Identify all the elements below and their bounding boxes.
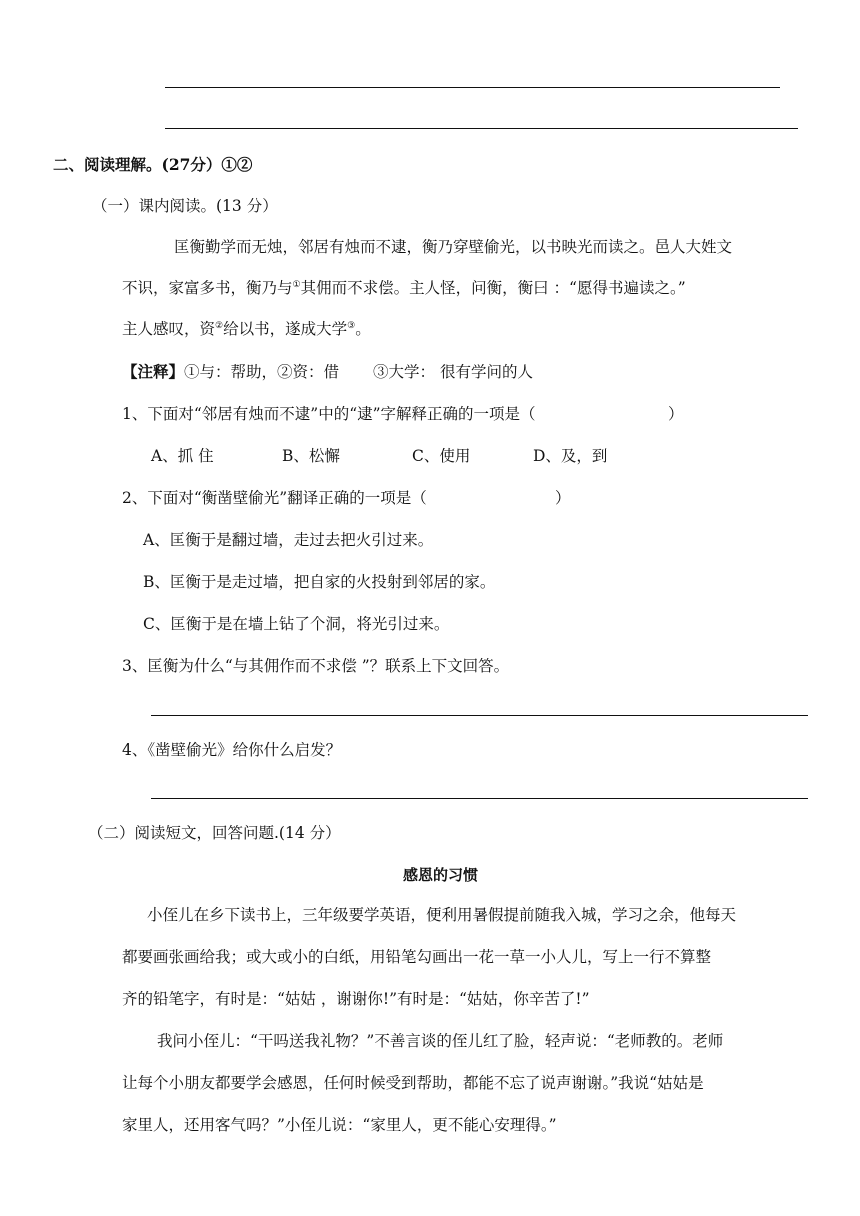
footnote-mark: ①	[292, 279, 301, 290]
option: D、及，到	[533, 447, 608, 465]
option: A、抓 住	[151, 447, 214, 465]
article-line: 都要画张画给我；或大或小的白纸，用铅笔勾画出一花一草一小人儿，写上一行不算整	[122, 948, 712, 966]
option: B、松懈	[282, 447, 340, 465]
question-4: 4、《凿壁偷光》给你什么启发？	[122, 741, 342, 759]
passage-line-1: 匡衡勤学而无烛，邻居有烛而不逮，衡乃穿壁偷光，以书映光而读之。邑人大姓文	[174, 238, 733, 256]
answer-line[interactable]	[165, 87, 780, 88]
part2-heading: （二）阅读短文，回答问题.(14 分）	[88, 824, 341, 842]
article-line: 小侄儿在乡下读书上，三年级要学英语，便利用暑假提前随我入城，学习之余，他每天	[147, 906, 737, 924]
passage-text: 其佣而不求偿。主人怪，问衡，衡曰 ：“愿得书遍读之。”	[300, 279, 686, 297]
option: C、使用	[412, 447, 471, 465]
answer-line[interactable]	[151, 715, 808, 716]
option: B、匡衡于是走过墙，把自家的火投射到邻居的家。	[143, 573, 496, 591]
footnote-mark: ③	[347, 320, 356, 331]
answer-bracket-close: ）	[555, 489, 571, 507]
answer-line[interactable]	[165, 128, 798, 129]
footnote-mark: ②	[215, 320, 224, 331]
article-line: 齐的铅笔字，有时是：“姑姑 ，谢谢你!”有时是：“姑姑，你辛苦了!”	[122, 990, 590, 1008]
annotation-line	[122, 362, 533, 382]
option: C、匡衡于是在墙上钻了个洞，将光引过来。	[143, 615, 450, 633]
passage-line-2	[122, 278, 686, 298]
passage-text: 主人感叹，资	[122, 320, 216, 338]
article-line: 我问小侄儿：“干吗送我礼物？”不善言谈的侄儿红了脸，轻声说：“老师教的。老师	[157, 1032, 724, 1050]
answer-bracket-close: ）	[668, 405, 684, 423]
question-3: 3、匡衡为什么“与其佣作而不求偿 ”？联系上下文回答。	[122, 657, 510, 675]
part1-heading: （一）课内阅读。(13 分）	[92, 197, 278, 215]
answer-line[interactable]	[151, 798, 808, 799]
article-title: 感恩的习惯	[403, 866, 479, 884]
passage-text: 不识，家富多书，衡乃与	[122, 279, 293, 297]
article-line: 家里人，还用客气吗？”小侄儿说：“家里人，更不能心安理得。”	[122, 1116, 557, 1134]
annotation-label: 【注释】	[122, 362, 185, 381]
annotation-note: ③大学： 很有学问的人	[373, 363, 533, 381]
question-1: 1、下面对“邻居有烛而不逮”中的“逮”字解释正确的一项是（	[122, 405, 536, 423]
article-line: 让每个小朋友都要学会感恩，任何时候受到帮助，都能不忘了说声谢谢。”我说“姑姑是	[122, 1074, 704, 1092]
passage-line-3	[122, 319, 371, 339]
passage-text: 。	[355, 320, 371, 338]
passage-text: 给以书，遂成大学	[223, 320, 348, 338]
annotation-note: ①与：帮助，②资：借	[184, 363, 340, 381]
section-heading: 二、阅读理解。(27分）①②	[53, 155, 253, 174]
option: A、匡衡于是翻过墙，走过去把火引过来。	[143, 531, 434, 549]
question-2: 2、下面对“衡凿壁偷光”翻译正确的一项是（	[122, 489, 427, 507]
